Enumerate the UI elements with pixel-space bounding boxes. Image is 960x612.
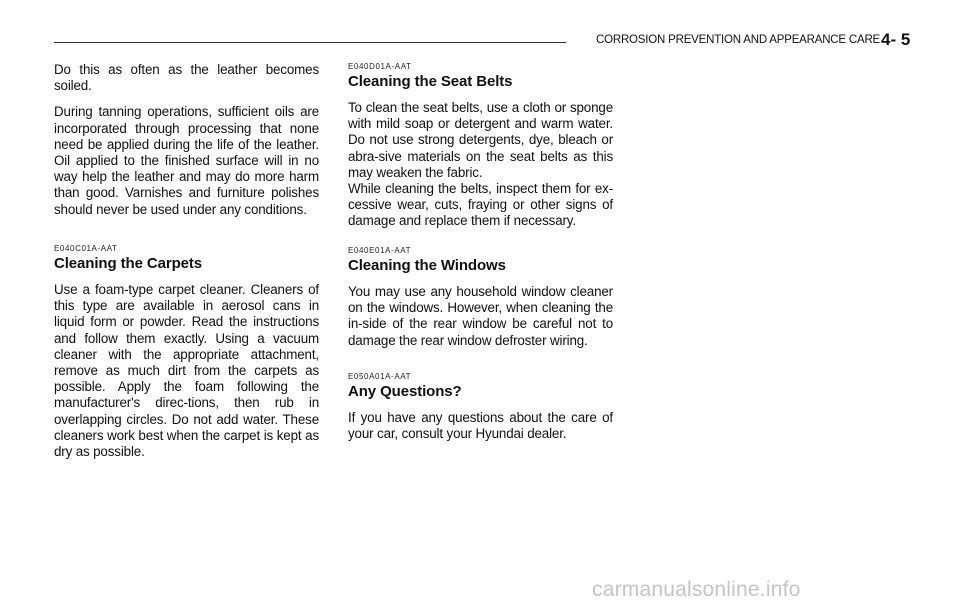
section-questions [348, 372, 613, 442]
left-column [54, 62, 319, 460]
intro-paragraph-2: During tanning operations, sufficient oils are incorporated through processing that none need be applied during the life of the leather. Oil applied to the finished surface will in no way help the leather and may do more harm than good. Varnishes and furniture polishes should never be used under any conditions. [54, 104, 319, 217]
section-seat-belts [348, 62, 613, 230]
section-body: You may use any household window cleaner on the windows. However, when cleaning the in-side of the rear window be careful not to damage the rear window defroster wiring. [348, 284, 613, 348]
section-body: Use a foam-type carpet cleaner. Cleaners of this type are available in aerosol cans in liquid form or powder. Read the instructions and follow them exactly. Using a vacuum cleaner with the appropriate attachment, remove as much dirt from the carpets as possible. Apply the foam following the manufacturer's direc-tions, then rub in overlapping circles. Do not add water. These cleaners work best when the carpet is kept as dry as possible. [54, 282, 319, 460]
section-code: E040C01A-AAT [54, 244, 118, 253]
section-body: To clean the seat belts, use a cloth or sponge with mild soap or detergent and warm water. Do not use strong detergents, dye, bleach or abra-sive materials on the seat belts as this may weaken the fabric. [348, 100, 613, 180]
section-code: E050A01A-AAT [348, 372, 412, 381]
section-code: E040D01A-AAT [348, 62, 412, 71]
section-carpets [54, 244, 319, 460]
section-heading: Cleaning the Windows [348, 257, 506, 274]
section-heading: Any Questions? [348, 383, 462, 400]
section-body: If you have any questions about the care of your car, consult your Hyundai dealer. [348, 410, 613, 442]
section-heading: Cleaning the Carpets [54, 255, 203, 272]
section-code: E040E01A-AAT [348, 246, 412, 255]
running-header-title: CORROSION PREVENTION AND APPEARANCE CARE [596, 34, 881, 46]
watermark: carmanualsonline.info [592, 578, 801, 601]
section-heading: Cleaning the Seat Belts [348, 73, 513, 90]
section-body-continued: While cleaning the belts, inspect them for ex-cessive wear, cuts, fraying or other signs of damage and replace them if necessary. [348, 181, 613, 229]
header-rule [54, 42, 566, 43]
page-number: 4- 5 [881, 30, 911, 49]
intro-paragraph-1: Do this as often as the leather becomes soiled. [54, 62, 319, 94]
section-windows [348, 246, 613, 349]
